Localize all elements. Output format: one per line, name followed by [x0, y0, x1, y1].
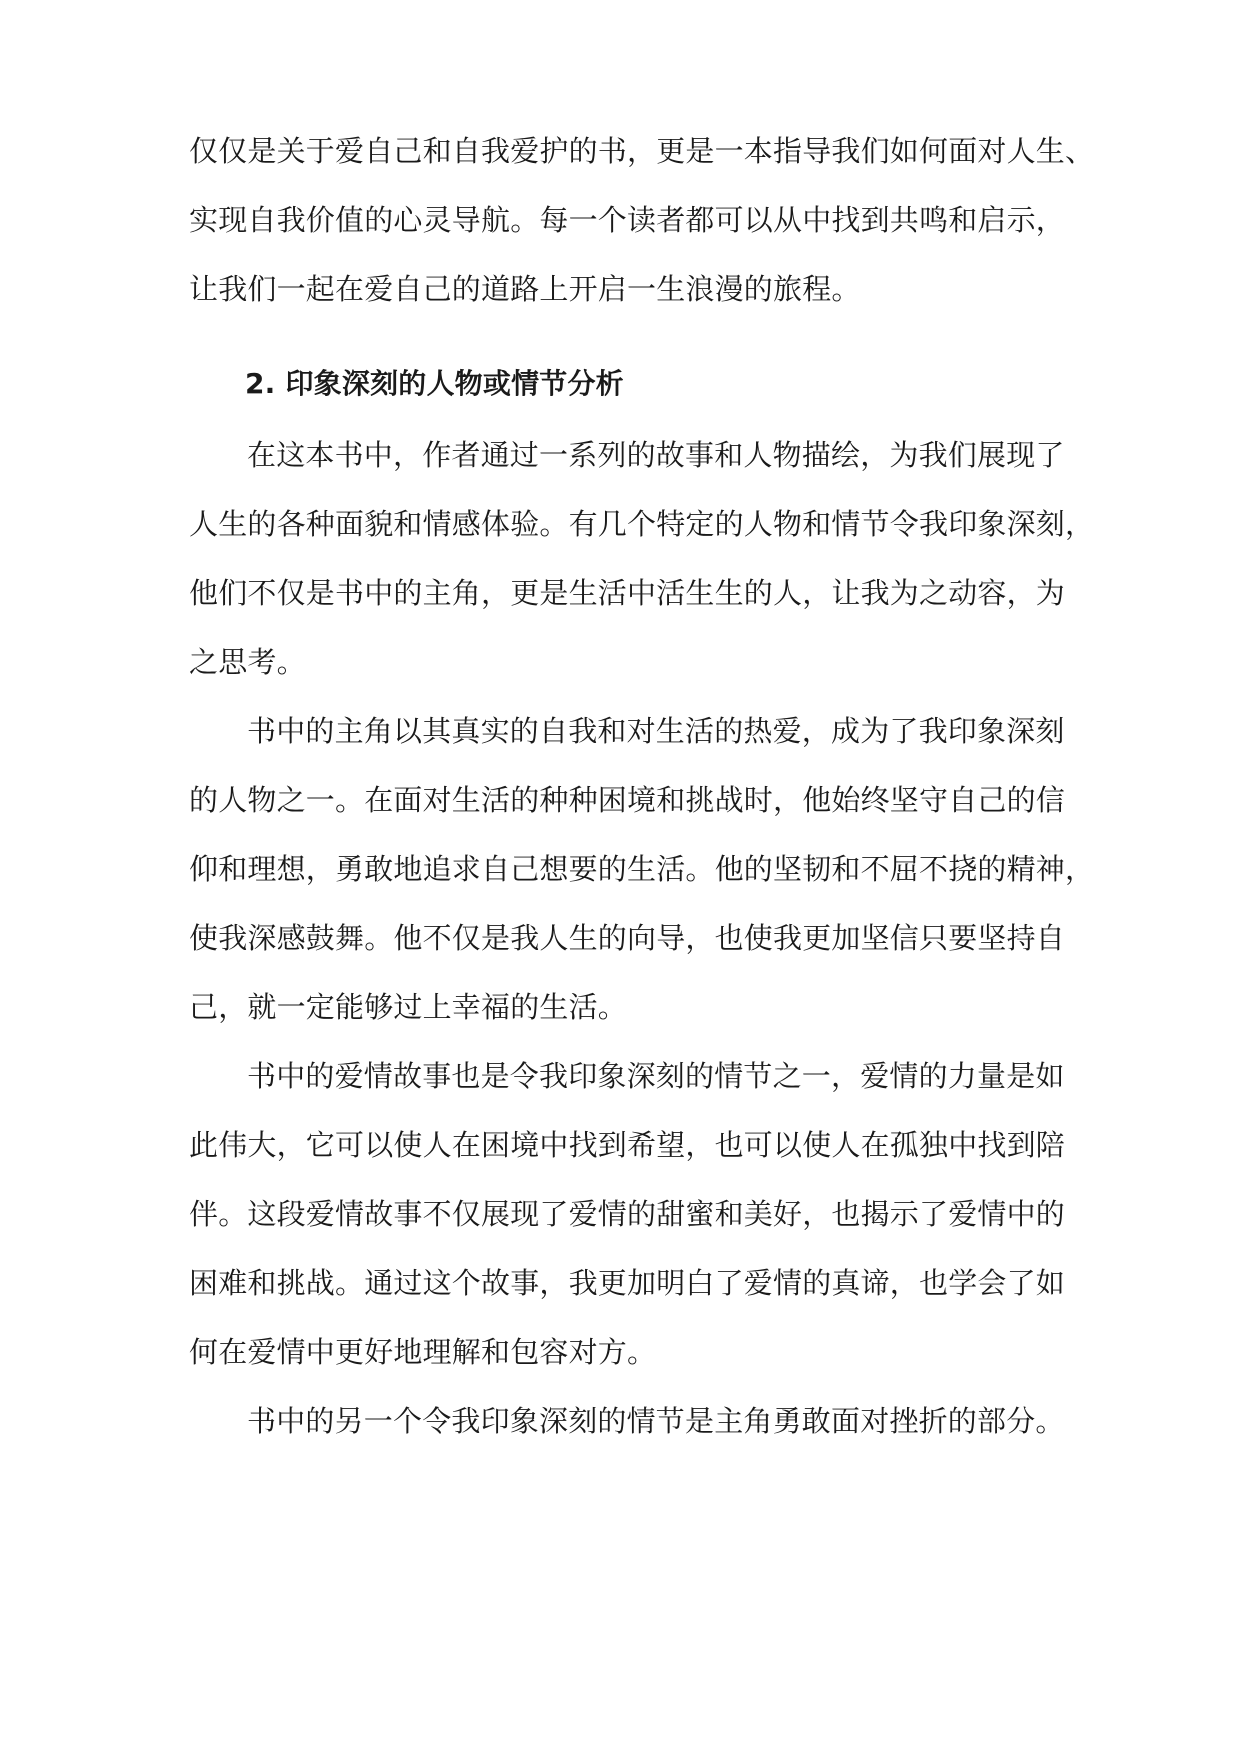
paragraph-line: 的人物之一。在面对生活的种种困境和挑战时，他始终坚守自己的信 — [189, 783, 1066, 817]
paragraph-line: 书中的另一个令我印象深刻的情节是主角勇敢面对挫折的部分。 — [247, 1404, 1065, 1438]
paragraph-line: 实现自我价值的心灵导航。每一个读者都可以从中找到共鸣和启示， — [189, 203, 1066, 237]
paragraph-line: 使我深感鼓舞。他不仅是我人生的向导，也使我更加坚信只要坚持自 — [189, 921, 1066, 955]
paragraph-line: 书中的主角以其真实的自我和对生活的热爱，成为了我印象深刻 — [247, 714, 1065, 748]
section-heading: 2. 印象深刻的人物或情节分析 — [245, 367, 624, 400]
paragraph-line: 何在爱情中更好地理解和包容对方。 — [189, 1335, 657, 1369]
paragraph-line: 书中的爱情故事也是令我印象深刻的情节之一，爱情的力量是如 — [247, 1059, 1065, 1093]
paragraph-line: 之思考。 — [189, 645, 306, 679]
paragraph-line: 他们不仅是书中的主角，更是生活中活生生的人，让我为之动容，为 — [189, 576, 1066, 610]
paragraph-line: 伴。这段爱情故事不仅展现了爱情的甜蜜和美好，也揭示了爱情中的 — [189, 1197, 1066, 1231]
paragraph-line: 此伟大，它可以使人在困境中找到希望，也可以使人在孤独中找到陪 — [189, 1128, 1066, 1162]
paragraph-line: 人生的各种面貌和情感体验。有几个特定的人物和情节令我印象深刻， — [189, 507, 1095, 541]
paragraph-line: 仰和理想，勇敢地追求自己想要的生活。他的坚韧和不屈不挠的精神， — [189, 852, 1095, 886]
paragraph-line: 仅仅是关于爱自己和自我爱护的书，更是一本指导我们如何面对人生、 — [189, 134, 1095, 168]
paragraph-line: 己，就一定能够过上幸福的生活。 — [189, 990, 628, 1024]
paragraph-line: 困难和挑战。通过这个故事，我更加明白了爱情的真谛，也学会了如 — [189, 1266, 1066, 1300]
paragraph-line: 在这本书中，作者通过一系列的故事和人物描绘，为我们展现了 — [247, 438, 1065, 472]
paragraph-line: 让我们一起在爱自己的道路上开启一生浪漫的旅程。 — [189, 272, 861, 306]
